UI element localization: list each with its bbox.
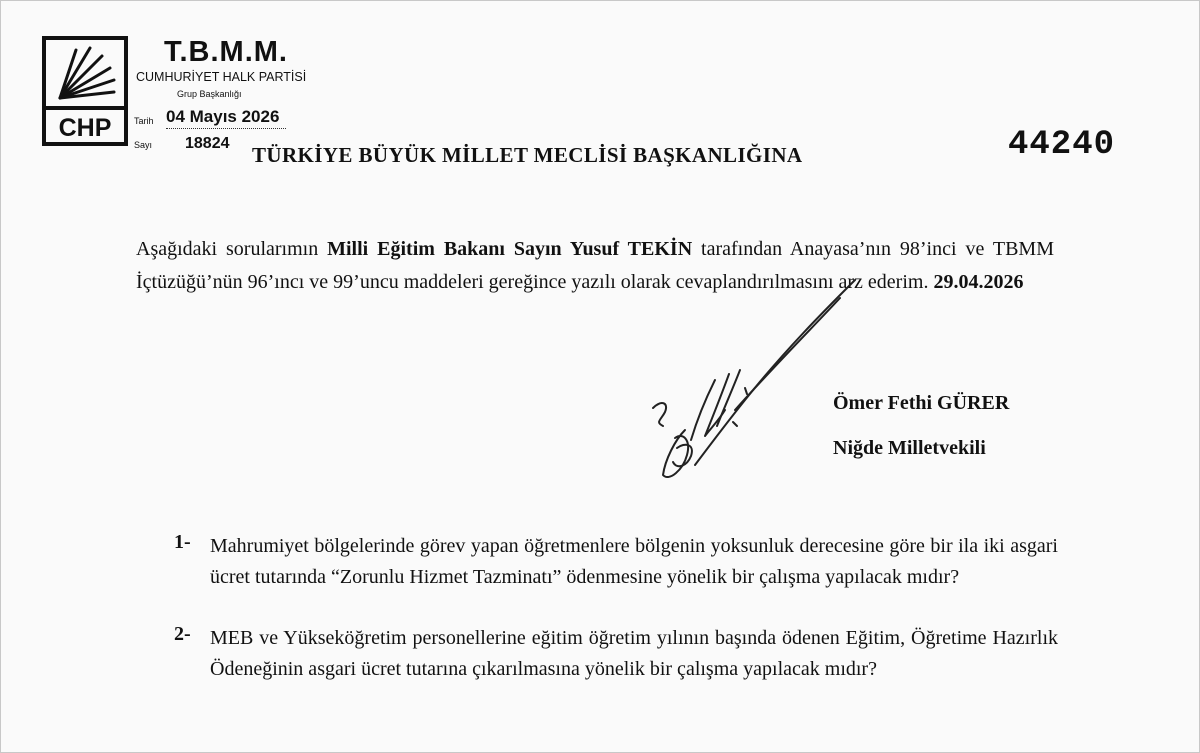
question-item — [174, 531, 1058, 626]
number-value: 18824 — [185, 135, 230, 152]
date-value: 04 Mayıs 2026 — [166, 107, 280, 126]
minister-name: Milli Eğitim Bakanı Sayın Yusuf TEKİN — [327, 238, 693, 260]
body-date: 29.04.2026 — [933, 271, 1024, 293]
signatory-name: Ömer Fethi GÜRER — [833, 392, 1010, 414]
logo-text: CHP — [58, 114, 112, 142]
registration-number: 44240 — [1008, 126, 1116, 164]
chp-logo — [42, 36, 128, 146]
institution-name: T.B.M.M. — [164, 36, 288, 68]
addressee-heading: TÜRKİYE BÜYÜK MİLLET MECLİSİ BAŞKANLIĞINA — [252, 143, 803, 167]
signatory-title: Niğde Milletvekili — [833, 437, 986, 459]
question-text: MEB ve Yükseköğretim personellerine eğitim öğretim yılının başında ödenen Eğitim, Öğretime Hazırlık Ödeneğinin asgari ücret tutarına çıkarılmasına yönelik bir çalışma yapılacak mıdır? — [210, 627, 1058, 680]
question-item — [174, 623, 1058, 718]
question-text: Mahrumiyet bölgelerinde görev yapan öğretmenlere bölgenin yoksunluk derecesine göre bir ila iki asgari ücret tutarında “Zorunlu Hizmet Tazminatı” ödenmesine yönelik bir çalışma yapılacak mıdır? — [210, 535, 1058, 588]
handwritten-signature — [625, 270, 865, 495]
date-label: Tarih — [134, 116, 154, 126]
date-underline — [166, 128, 286, 129]
body-middle: tarafından Anayasa’nın 98’inci ve TBMM İçtüzüğü’nün 96’ıncı ve 99’uncu maddeleri gereğince yazılı olarak cevaplandırılmasını arz ederim. — [136, 238, 1054, 293]
party-emblem-rays — [46, 40, 124, 106]
body-paragraph — [136, 233, 1054, 299]
group-name: Grup Başkanlığı — [177, 89, 242, 99]
question-number: 2- — [174, 623, 191, 645]
body-intro: Aşağıdaki sorularımın — [136, 238, 328, 260]
question-number: 1- — [174, 531, 191, 553]
party-name: CUMHURİYET HALK PARTİSİ — [136, 70, 307, 84]
number-label: Sayı — [134, 140, 153, 150]
logo-divider — [46, 106, 124, 110]
